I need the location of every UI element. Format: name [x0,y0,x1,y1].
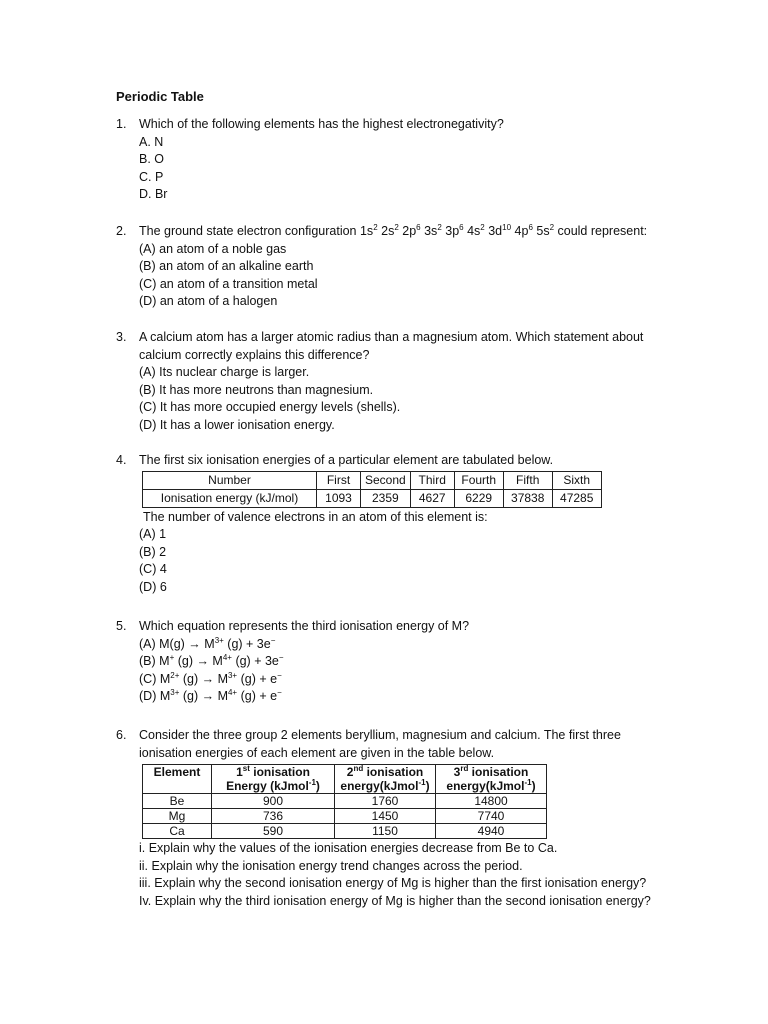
table-cell: 6229 [454,489,503,507]
question-text: The first six ionisation energies of a particular element are tabulated below. [139,453,554,467]
option-c: (C) It has more occupied energy levels (shells). [139,400,401,415]
config-electron-count: 2 [480,223,485,232]
option-c: C. P [139,169,164,184]
table-cell: 37838 [503,489,552,507]
option-c: (C) $M^{2+}$ $(g) \to M^{3+}$ (g) + e− [139,670,282,686]
option-a: (A) $M(g) \to M^{3+}$ (g) + 3e− [139,635,276,651]
option-c: (C) an atom of a transition metal [139,276,318,291]
table-header-cell: Number [143,471,317,489]
table-header-cell: Fifth [503,471,552,489]
option-d: (D) 6 [139,579,167,594]
table-cell: 7740 [436,809,547,824]
config-electron-count: 2 [549,223,555,232]
config-electron-count: 10 [502,223,512,232]
question-tail: could represent: [554,224,648,238]
config-orbital: 4s [463,224,481,238]
question-text: A calcium atom has a larger atomic radius than a magnesium atom. Which statement about calcium correctly explains this difference? [139,330,644,362]
question-number: 1. [116,117,127,131]
table-cell: 736 [212,809,335,824]
table-cell: 590 [212,824,335,839]
table-header-cell: Fourth [454,471,503,489]
question-lead: The ground state electron configuration [139,224,360,238]
ionisation-energy-table [142,471,602,508]
question-followup: The number of valence electrons in an atom of this element is: [143,509,488,524]
table-cell: 4627 [410,489,454,507]
table-row [143,809,547,824]
question-text: Consider the three group 2 elements beryllium, magnesium and calcium. The first three ionisation energies of each element are given in the table below. [139,728,621,760]
option-b: B. O [139,152,165,167]
table-header-cell: 1st ionisation Energy (kJmol$^{-1}$) [212,765,335,794]
table-header-cell: Second [361,471,411,489]
config-electron-count: 2 [437,223,442,232]
table-header-cell: Element [143,765,212,794]
question-text: Which of the following elements has the highest electronegativity? [139,117,504,131]
group2-ionisation-table [142,764,547,839]
config-electron-count: 2 [373,223,378,232]
question-text [139,223,736,241]
table-cell: Mg [143,809,212,824]
table-cell: 14800 [436,794,547,809]
page-title: Periodic Table [116,89,204,104]
question-text: Which equation represents the third ionisation energy of M? [139,619,470,633]
config-electron-count: 6 [416,223,421,232]
option-d: D. Br [139,187,168,202]
table-cell: 2359 [361,489,411,507]
table-header-cell: First [317,471,361,489]
table-cell: Be [143,794,212,809]
table-header-cell: 2nd ionisation energy(kJmol$^{-1}$) [335,765,436,794]
table-header-cell: Sixth [552,471,601,489]
question-5 [116,618,736,706]
option-c: (C) 4 [139,562,167,577]
table-cell: 4940 [436,824,547,839]
option-a: (A) Its nuclear charge is larger. [139,365,310,380]
config-orbital: 3p [441,224,460,238]
question-6 [116,727,736,911]
table-row [143,794,547,809]
part-iv: Iv. Explain why the third ionisation energy of Mg is higher than the second ionisation energy? [139,893,651,908]
table-row-label: Ionisation energy (kJ/mol) [143,489,317,507]
table-cell: 1150 [335,824,436,839]
question-1 [116,116,736,204]
config-orbital: 3d [484,224,503,238]
config-orbital: 4p [511,224,529,238]
option-d: (D) It has a lower ionisation energy. [139,417,335,432]
option-a: (A) an atom of a noble gas [139,241,287,256]
part-i: i. Explain why the values of the ionisation energies decrease from Be to Ca. [139,841,558,856]
option-b: (B) an atom of an alkaline earth [139,259,314,274]
config-orbital: 1s [359,224,374,238]
question-2 [116,223,736,311]
question-number: 3. [116,330,127,344]
part-iii: iii. Explain why the second ionisation energy of Mg is higher than the first ionisation energy? [139,876,647,891]
table-cell: 900 [212,794,335,809]
config-orbital: 3s [420,224,438,238]
question-number: 6. [116,728,127,742]
table-cell: 47285 [552,489,601,507]
question-4 [116,452,736,597]
table-header-cell: 3rd ionisation energy(kJmol$^{-1}$) [436,765,547,794]
option-a: (A) 1 [139,527,167,542]
table-cell: 1760 [335,794,436,809]
table-row [143,824,547,839]
option-b: (B) It has more neutrons than magnesium. [139,382,374,397]
table-cell: Ca [143,824,212,839]
question-number: 4. [116,453,127,467]
config-orbital: 5s [532,224,550,238]
option-b: (B) 2 [139,544,167,559]
config-electron-count: 6 [528,223,533,232]
question-number: 2. [116,224,127,238]
config-electron-count: 6 [459,223,464,232]
config-orbital: 2p [398,224,417,238]
option-d: (D) an atom of a halogen [139,294,278,309]
part-ii: ii. Explain why the ionisation energy trend changes across the period. [139,858,523,873]
option-d: (D) $M^{3+}$ $(g) \to M^{4+}$ (g) + e− [139,688,282,704]
config-electron-count: 2 [394,223,399,232]
question-number: 5. [116,619,127,633]
option-b: (B) M+ $(g) \to M^{4+}$ (g) + 3e− [139,653,284,669]
config-orbital: 2s [377,224,395,238]
electron-configuration [360,224,554,238]
option-a: A. N [139,134,164,149]
table-cell: 1093 [317,489,361,507]
table-cell: 1450 [335,809,436,824]
question-3 [116,329,736,435]
table-header-cell: Third [410,471,454,489]
